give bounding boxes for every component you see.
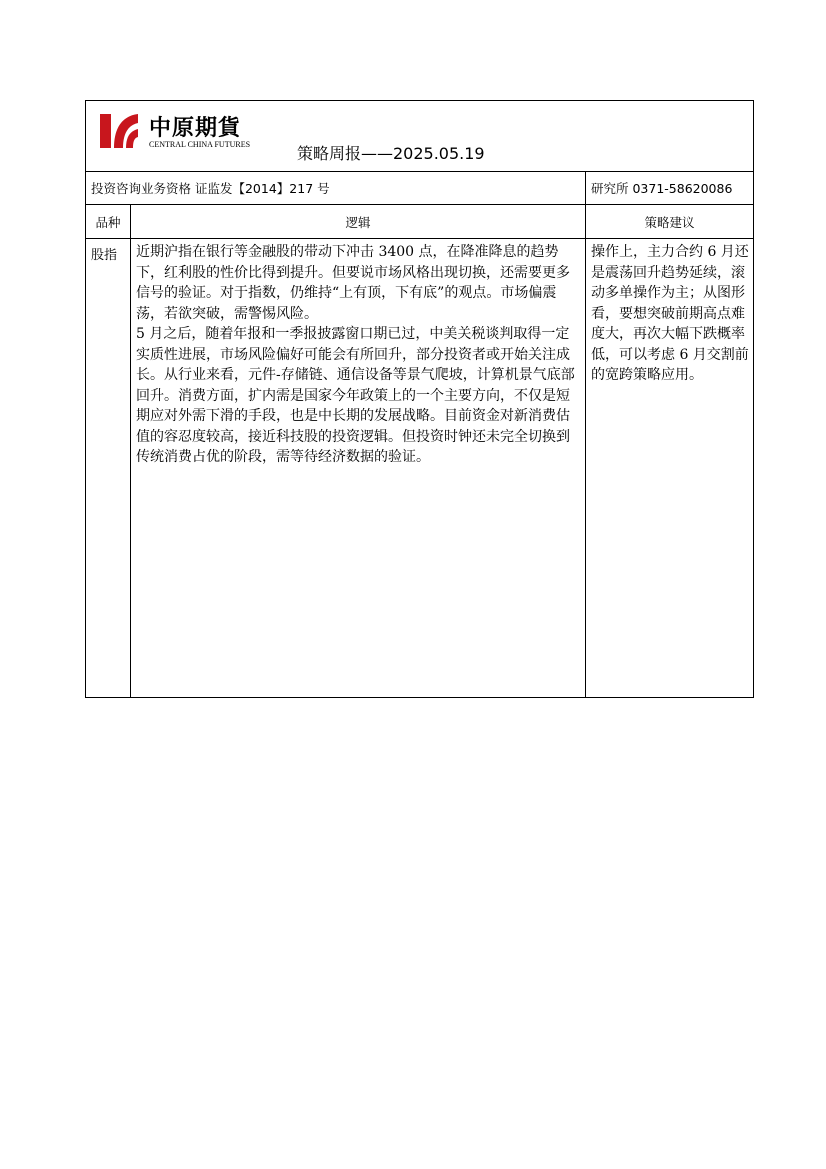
logic-paragraph: 5 月之后，随着年报和一季报披露窗口期已过，中美关税谈判取得一定实质性进展，市场风险偏好可能会有所回升，部分投资者或开始关注成长。从行业来看，元件-存储链、通信设备等景气爬坡，计算机景气底部回升。消费方面，扩内需是国家今年政策上的一个主要方向，不仅是短期应对外需下滑的手段，也是中长期的发展战略。目前资金对新消费估值的容忍度较高，接近科技股的投资逻辑。但投资时钟还未完全切换到传统消费占优的阶段，需等待经济数据的验证。 [136,326,575,465]
column-header-variety: 品种 [86,205,131,239]
column-header-advice: 策略建议 [586,205,754,239]
contact-info: 研究所 0371-58620086 [586,172,754,205]
report-table [85,100,754,698]
company-name-cn: 中原期貨 [149,115,242,141]
company-name-en: CENTRAL CHINA FUTURES [149,140,251,149]
advice-cell: 操作上，主力合约 6 月还是震荡回升趋势延续，滚动多单操作为主；从图形看，要想突破前期高点难度大，再次大幅下跌概率低，可以考虑 6 月交割前的宽跨策略应用。 [586,239,754,698]
column-header-logic: 逻辑 [131,205,586,239]
logic-cell [131,239,586,698]
qualification-text: 投资咨询业务资格 证监发【2014】217 号 [86,172,586,205]
variety-cell: 股指 [86,239,131,698]
logo-mark-icon [100,110,142,152]
table-row [86,239,754,698]
logic-paragraph: 近期沪指在银行等金融股的带动下冲击 3400 点，在降准降息的趋势下，红利股的性价比得到提升。但要说市场风格出现切换，还需要更多信号的验证。对于指数，仍维持“上有顶，下有底”的观点。市场偏震荡，若欲突破，需警惕风险。 [136,244,570,322]
report-header [86,101,754,172]
company-logo [100,110,260,152]
report-title: 策略周报——2025.05.19 [297,144,485,163]
